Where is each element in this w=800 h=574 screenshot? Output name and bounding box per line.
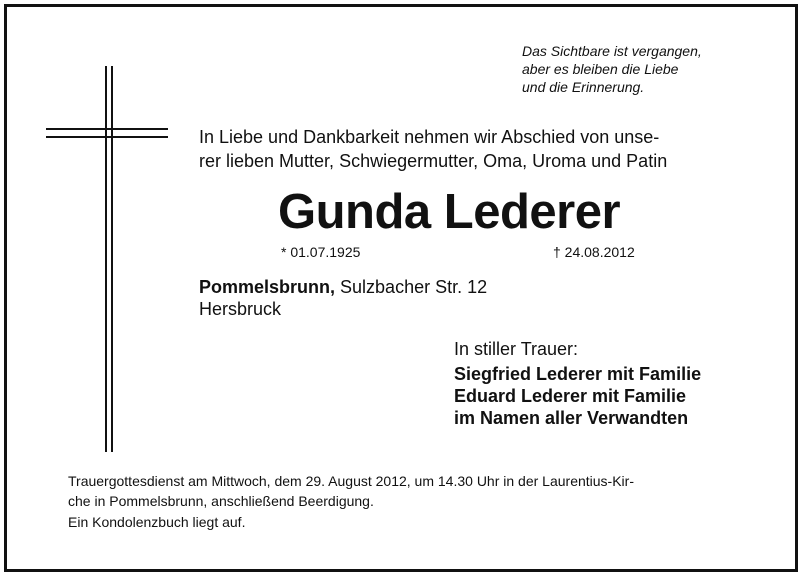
motto-quote bbox=[522, 42, 702, 96]
death-date: † 24.08.2012 bbox=[553, 244, 635, 260]
mourner-entry: im Namen aller Verwandten bbox=[454, 408, 689, 428]
birth-date: * 01.07.1925 bbox=[281, 244, 361, 260]
mourner-entry: Eduard Lederer mit Familie bbox=[454, 386, 687, 406]
motto-line: und die Erinnerung. bbox=[522, 79, 645, 95]
intro-text bbox=[199, 125, 667, 173]
deceased-name: Gunda Lederer bbox=[278, 185, 621, 239]
address-town: Pommelsbrunn, bbox=[199, 277, 336, 297]
address-block bbox=[199, 276, 487, 320]
motto-line: Das Sichtbare ist vergangen, bbox=[522, 43, 702, 59]
address-line bbox=[199, 276, 487, 298]
intro-line: rer lieben Mutter, Schwiegermutter, Oma, Uroma und Patin bbox=[199, 151, 668, 171]
service-line: Trauergottesdienst am Mittwoch, dem 29. August 2012, um 14.30 Uhr in der Laurentius-Kir- bbox=[68, 473, 634, 489]
mourners-heading: In stiller Trauer: bbox=[454, 339, 579, 359]
address-city: Hersbruck bbox=[199, 299, 282, 319]
service-line: che in Pommelsbrunn, anschließend Beerdigung. bbox=[68, 493, 374, 509]
intro-line: In Liebe und Dankbarkeit nehmen wir Abschied von unse- bbox=[199, 127, 660, 147]
service-notice bbox=[68, 471, 634, 511]
motto-line: aber es bleiben die Liebe bbox=[522, 61, 679, 77]
mourners-list bbox=[454, 363, 701, 429]
condolence-note: Ein Kondolenzbuch liegt auf. bbox=[68, 514, 246, 530]
cross-icon bbox=[46, 66, 168, 452]
mourner-entry: Siegfried Lederer mit Familie bbox=[454, 364, 702, 384]
address-street: Sulzbacher Str. 12 bbox=[335, 277, 488, 297]
